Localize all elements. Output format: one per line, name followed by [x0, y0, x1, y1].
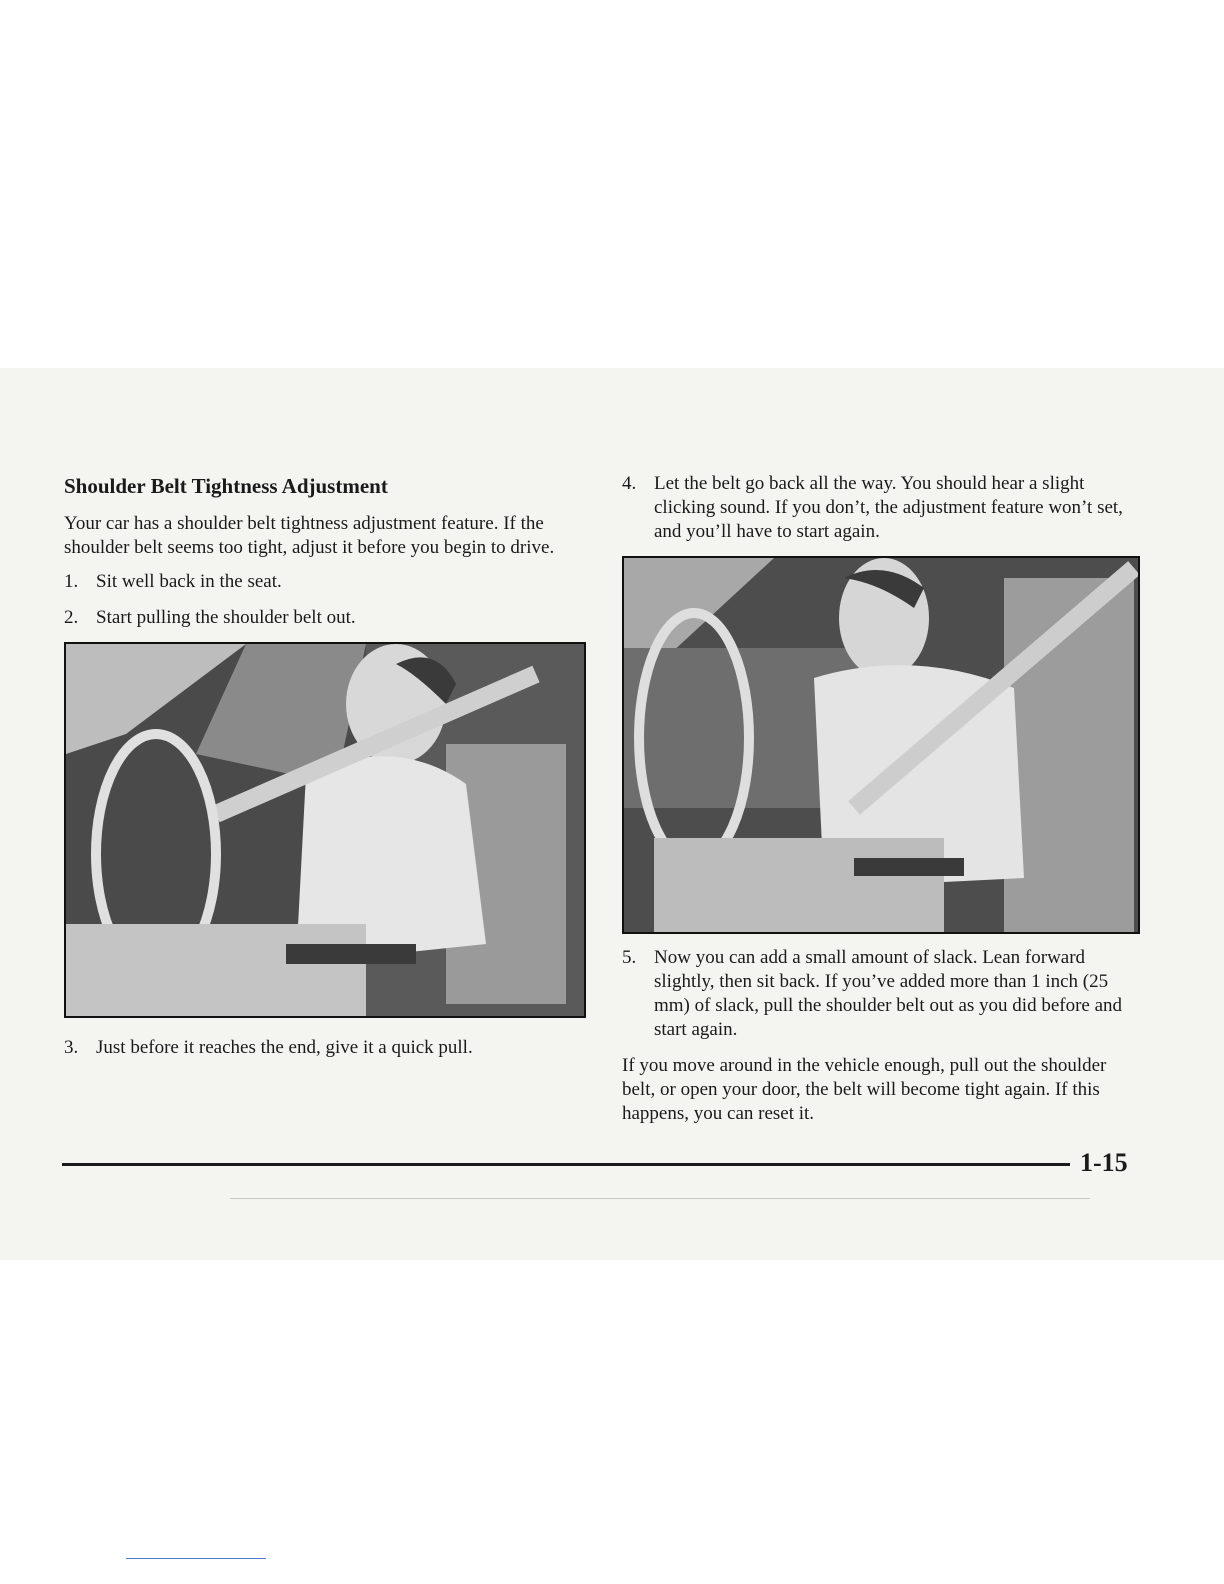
right-column: [622, 472, 1142, 1136]
step-4: [622, 472, 1142, 544]
step-number: 2.: [64, 607, 79, 628]
step-number: 5.: [622, 947, 637, 968]
illustration-belt-retracted: [622, 556, 1140, 934]
intro-paragraph: Your car has a shoulder belt tightness adjustment feature. If the shoulder belt seems too tight, adjust it before you begin to drive.: [64, 513, 555, 558]
section-heading: Shoulder Belt Tightness Adjustment: [64, 474, 388, 498]
illustration-pulling-belt-drawing: [66, 644, 584, 1016]
step-text: Just before it reaches the end, give it a quick pull.: [96, 1037, 473, 1058]
illustration-pulling-belt: [64, 642, 586, 1018]
footer-rule: [62, 1163, 1070, 1166]
step-3: [64, 1036, 584, 1060]
step-number: 4.: [622, 473, 637, 494]
illustration-belt-retracted-drawing: [624, 558, 1138, 932]
bottom-mark-line: [126, 1558, 266, 1559]
closing-paragraph: If you move around in the vehicle enough, pull out the shoulder belt, or open your door, the belt will become tight again. If this happens, you can reset it.: [622, 1055, 1107, 1124]
step-5: [622, 946, 1142, 1042]
left-column: [64, 472, 584, 1072]
step-text: Let the belt go back all the way. You should hear a slight clicking sound. If you don’t, the adjustment feature won’t set, and you’ll have to start again.: [654, 473, 1123, 542]
step-text: Now you can add a small amount of slack. Lean forward slightly, then sit back. If you’ve added more than 1 inch (25 mm) of slack, pull the shoulder belt out as you did before and start again.: [654, 947, 1123, 1040]
step-number: 3.: [64, 1037, 79, 1058]
step-text: Sit well back in the seat.: [96, 571, 282, 592]
step-2: [64, 606, 584, 630]
page-number: 1-15: [1080, 1148, 1128, 1177]
scan-artifact-line: [230, 1198, 1090, 1199]
step-1: [64, 570, 584, 594]
step-text: Start pulling the shoulder belt out.: [96, 607, 356, 628]
step-number: 1.: [64, 571, 79, 592]
